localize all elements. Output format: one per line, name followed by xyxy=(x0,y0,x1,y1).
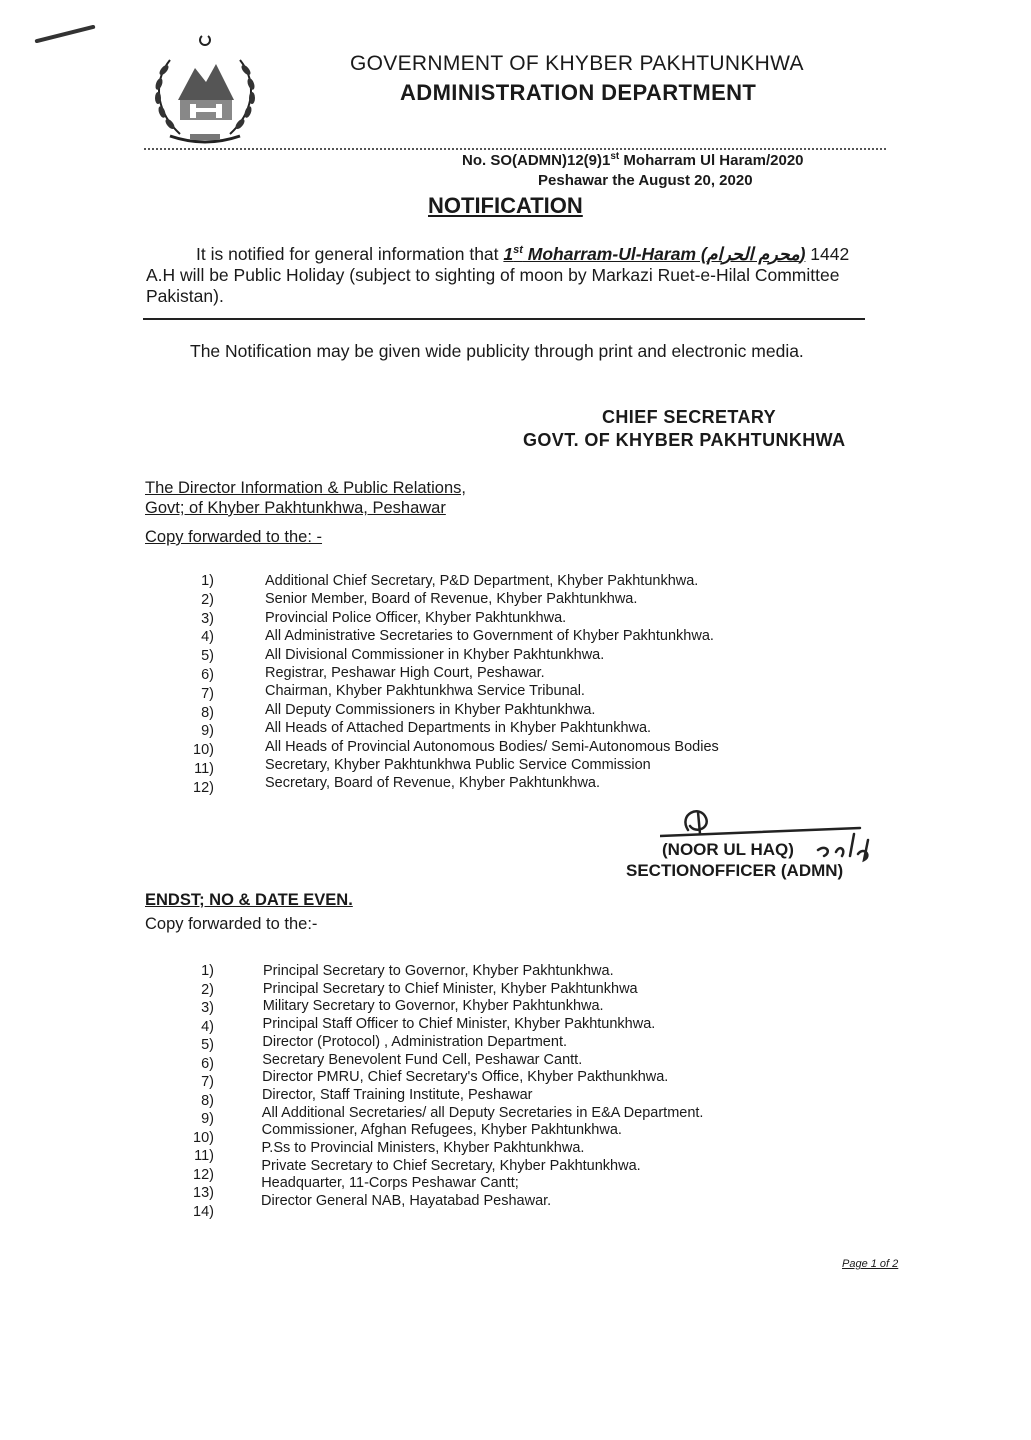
list-item-text: Principal Staff Officer to Chief Minister, Khyber Pakhtunkhwa. xyxy=(262,1016,656,1033)
list-item-text: Chairman, Khyber Pakhtunkhwa Service Tribunal. xyxy=(265,683,585,700)
list-item-text: Secretary, Khyber Pakhtunkhwa Public Service Commission xyxy=(265,757,651,773)
list-item-text: Principal Secretary to Chief Minister, Khyber Pakhtunkhwa xyxy=(262,980,638,997)
list-item-text: Registrar, Peshawar High Court, Peshawar. xyxy=(265,665,545,681)
addressee-line-1: The Director Information & Public Relations, xyxy=(145,479,466,497)
list-item-number: 7) xyxy=(201,1074,214,1090)
list-item-text: Headquarter, 11-Corps Peshawar Cantt; xyxy=(261,1175,519,1192)
list-item-text: Military Secretary to Governor, Khyber Pakhtunkhwa. xyxy=(262,998,604,1015)
signatory-org: GOVT. OF KHYBER PAKHTUNKHWA xyxy=(523,430,846,450)
list-item-text: Senior Member, Board of Revenue, Khyber Pakhtunkhwa. xyxy=(265,591,638,608)
list-item-number: 12) xyxy=(193,779,214,796)
list-item-text: Director, Staff Training Institute, Peshawar xyxy=(261,1086,533,1103)
list-item-number: 4) xyxy=(201,629,214,646)
list-item-number: 2) xyxy=(201,591,214,608)
list-item-number: 10) xyxy=(193,742,214,759)
list-item-text: Director PMRU, Chief Secretary's Office, Khyber Pakthunkhwa. xyxy=(262,1069,669,1086)
notification-paragraph: It is notified for general information that 1st Moharram-Ul-Haram (محرم الحرام) 1442 A.H will be Public Holiday (subject to sighting of moon by Markazi Ruet-e-Hilal Committee Pakistan). xyxy=(146,243,850,306)
list-item-text: All Heads of Provincial Autonomous Bodies/ Semi-Autonomous Bodies xyxy=(265,738,719,755)
header-divider xyxy=(144,148,886,150)
list-item-number: 6) xyxy=(201,1055,214,1072)
section-officer-title: SECTIONOFFICER (ADMN) xyxy=(626,861,844,880)
list-item-text: Private Secretary to Chief Secretary, Khyber Pakhtunkhwa. xyxy=(261,1157,641,1174)
list-item-text: Principal Secretary to Governor, Khyber Pakhtunkhwa. xyxy=(263,963,614,979)
document-title: NOTIFICATION xyxy=(428,193,583,218)
list-item-number: 8) xyxy=(201,1092,214,1109)
holiday-name: 1st Moharram-Ul-Haram (محرم الحرام) xyxy=(503,243,806,264)
list-item-number: 4) xyxy=(201,1018,214,1035)
list-item-text: Secretary, Board of Revenue, Khyber Pakhtunkhwa. xyxy=(265,775,601,792)
list-item-number: 6) xyxy=(201,667,214,683)
list-item-number: 11) xyxy=(194,1148,214,1164)
kp-government-emblem xyxy=(140,30,270,152)
list-item-text: Director (Protocol) , Administration Department. xyxy=(262,1033,567,1050)
list-item-number: 7) xyxy=(201,685,214,702)
list-item-text: Commissioner, Afghan Refugees, Khyber Pakhtunkhwa. xyxy=(261,1122,622,1139)
list-item-number: 8) xyxy=(201,704,214,721)
list-item-number: 14) xyxy=(193,1203,214,1220)
list-item-number: 11) xyxy=(194,761,214,777)
reference-number: No. SO(ADMN)12(9)1st Moharram Ul Haram/2020 xyxy=(462,151,804,169)
publicity-paragraph: The Notification may be given wide publicity through print and electronic media. xyxy=(190,341,804,361)
list-item-number: 9) xyxy=(201,1111,214,1127)
list-item-text: Secretary Benevolent Fund Cell, Peshawar Cantt. xyxy=(262,1051,583,1068)
list-item-number: 9) xyxy=(201,723,214,740)
list-item-text: All Additional Secretaries/ all Deputy Secretaries in E&A Department. xyxy=(261,1104,704,1121)
list-item-number: 5) xyxy=(201,648,214,665)
list-item-number: 10) xyxy=(193,1129,214,1146)
endorsement-heading: ENDST; NO & DATE EVEN. xyxy=(145,891,353,909)
list-item-number: 2) xyxy=(201,981,214,998)
addressee-line-2: Govt; of Khyber Pakhtunkhwa, Peshawar xyxy=(145,499,446,517)
list-item-text: Director General NAB, Hayatabad Peshawar. xyxy=(261,1193,552,1210)
list-item-number: 13) xyxy=(193,1185,214,1201)
endorsement-copy-heading: Copy forwarded to the:- xyxy=(145,915,318,933)
list-item-number: 1) xyxy=(201,963,214,979)
list-item-text: Additional Chief Secretary, P&D Department, Khyber Pakhtunkhwa. xyxy=(265,573,699,589)
list-item-text: All Deputy Commissioners in Khyber Pakhtunkhwa. xyxy=(265,701,596,718)
section-divider xyxy=(143,318,865,320)
list-item-number: 5) xyxy=(201,1037,214,1053)
page-number: Page 1 of 2 xyxy=(842,1258,899,1270)
list-item-number: 3) xyxy=(201,1000,214,1016)
list-item-number: 12) xyxy=(193,1166,214,1183)
list-item-number: 1) xyxy=(201,573,214,589)
list-item-text: Provincial Police Officer, Khyber Pakhtunkhwa. xyxy=(265,609,567,626)
list-item-text: P.Ss to Provincial Ministers, Khyber Pakhtunkhwa. xyxy=(261,1140,585,1156)
list-item-number: 3) xyxy=(201,610,214,627)
reference-date: Peshawar the August 20, 2020 xyxy=(538,172,753,189)
copy-forwarded-heading: Copy forwarded to the: - xyxy=(145,528,323,546)
pen-mark xyxy=(34,25,95,44)
government-name: GOVERNMENT OF KHYBER PAKHTUNKHWA xyxy=(350,52,804,75)
list-item-text: All Administrative Secretaries to Government of Khyber Pakhtunkhwa. xyxy=(265,628,714,645)
list-item-text: All Heads of Attached Departments in Khyber Pakhtunkhwa. xyxy=(265,720,652,737)
list-item-text: All Divisional Commissioner in Khyber Pakhtunkhwa. xyxy=(265,646,605,663)
signatory-title: CHIEF SECRETARY xyxy=(602,407,777,427)
section-officer-name: (NOOR UL HAQ) xyxy=(662,840,794,859)
department-name: ADMINISTRATION DEPARTMENT xyxy=(400,80,757,105)
